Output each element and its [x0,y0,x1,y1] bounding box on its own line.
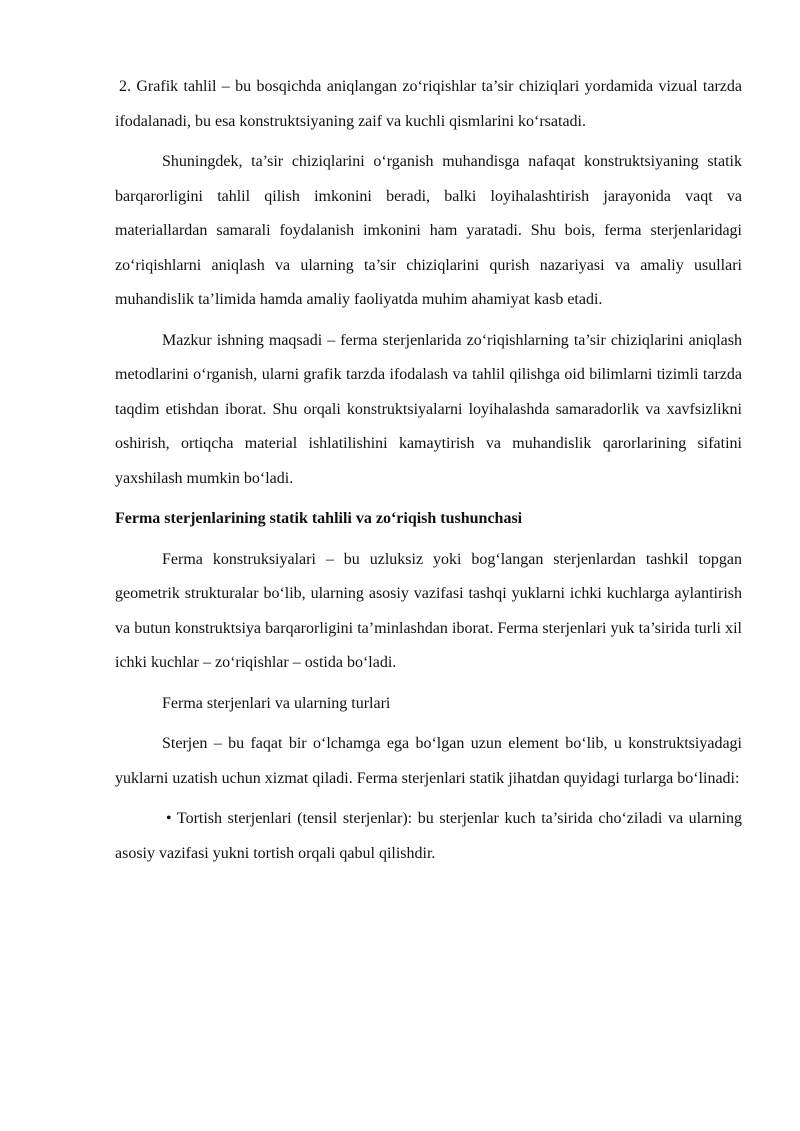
paragraph-goal: Mazkur ishning maqsadi – ferma sterjenlarida zo‘riqishlarning ta’sir chiziqlarini aniqlash metodlarini o‘rganish, ularni grafik tarzda ifodalash va tahlil qilishga oid bilimlarni tizimli tarzda taqdim etishdan iborat. Shu orqali konstruktsiyalarni loyihalashda samaradorlik va xavfsizlikni oshirish, ortiqcha material ishlatilishini kamaytirish va muhandislik qarorlarining sifatini yaxshilash mumkin bo‘ladi. [115,331,742,487]
document-page [115,70,742,877]
paragraph-truss-definition: Ferma konstruksiyalari – bu uzluksiz yoki bog‘langan sterjenlardan tashkil topgan geometrik strukturalar bo‘lib, ularning asosiy vazifasi tashqi yuklarni ichki kuchlarga aylantirish va butun konstruktsiya barqarorligini ta’minlashdan iborat. Ferma sterjenlari yuk ta’sirida turli xil ichki kuchlar – zo‘riqishlar – ostida bo‘ladi. [115,550,742,671]
paragraph-rod-definition: Sterjen – bu faqat bir o‘lchamga ega bo‘lgan uzun element bo‘lib, u konstruktsiyadagi yuklarni uzatish uchun xizmat qiladi. Ferma sterjenlari statik jihatdan quyidagi turlarga bo‘linadi: [115,735,742,787]
subsection-heading: Ferma sterjenlari va ularning turlari [162,694,391,712]
section-heading: Ferma sterjenlarining statik tahlili va zo‘riqish tushunchasi [115,510,523,527]
paragraph-graphic-analysis: 2. Grafik tahlil – bu bosqichda aniqlangan zo‘riqishlar ta’sir chiziqlari yordamida vizual tarzda ifodalanadi, bu esa konstruktsiyaning zaif va kuchli qismlarini ko‘rsatadi. [115,78,742,130]
paragraph-influence-lines: Shuningdek, ta’sir chiziqlarini o‘rganish muhandisga nafaqat konstruktsiyaning statik barqarorligini tahlil qilish imkonini beradi, balki loyihalashtirish jarayonida vaqt va materiallardan samarali foydalanish imkonini ham yaratadi. Shu bois, ferma sterjenlaridagi zo‘riqishlarni aniqlash va ularning ta’sir chiziqlarini qurish nazariyasi va amaliy usullari muhandislik ta’limida hamda amaliy faoliyatda muhim ahamiyat kasb etadi. [115,153,742,308]
bullet-tension-rods: • Tortish sterjenlari (tensil sterjenlar): bu sterjenlar kuch ta’sirida cho‘ziladi va ularning asosiy vazifasi yukni tortish orqali qabul qilishdir. [115,810,742,862]
